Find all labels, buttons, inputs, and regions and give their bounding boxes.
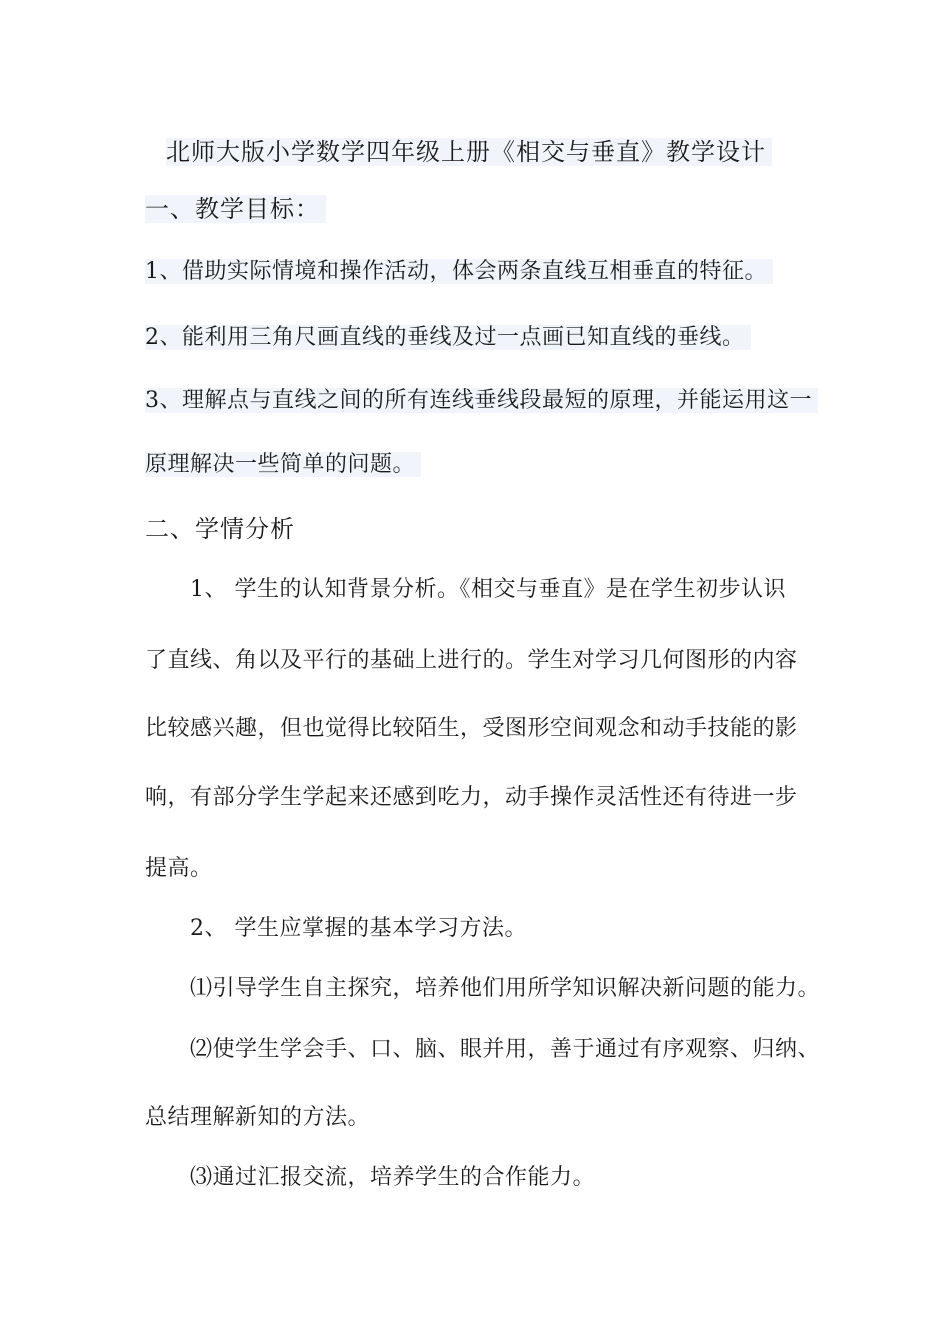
objective-item-3-continued-text: 原理解决一些简单的问题。	[145, 452, 421, 477]
method-item-2	[190, 1034, 820, 1066]
analysis-para1-line-5	[145, 853, 213, 885]
analysis-para1-line-5-text: 提高。	[145, 856, 213, 881]
analysis-para1-line-2	[145, 645, 798, 677]
method-item-1	[190, 973, 820, 1005]
objective-item-2-text: 2、能利用三角尺画直线的垂线及过一点画已知直线的垂线。	[145, 325, 751, 350]
analysis-para1-line-2-text: 了直线、角以及平行的基础上进行的。学生对学习几何图形的内容	[145, 648, 798, 673]
method-item-2-text: ⑵使学生学会手、口、脑、眼并用，善于通过有序观察、归纳、	[190, 1037, 821, 1062]
section-heading-analysis-text: 二、学情分析	[145, 515, 295, 543]
analysis-para1-line-3-text: 比较感兴趣，但也觉得比较陌生，受图形空间观念和动手技能的影	[145, 716, 798, 741]
objective-item-3-continued	[145, 449, 421, 481]
objective-item-3	[145, 385, 818, 417]
analysis-para1-line-1	[190, 574, 786, 606]
method-item-2-continued-text: 总结理解新知的方法。	[145, 1105, 371, 1130]
analysis-para2-heading	[190, 913, 527, 945]
objective-item-1	[145, 256, 773, 288]
document-title-text: 北师大版小学数学四年级上册《相交与垂直》教学设计	[166, 138, 772, 166]
objective-item-1-text: 1、借助实际情境和操作活动，体会两条直线互相垂直的特征。	[145, 259, 773, 284]
analysis-para2-heading-text: 2、 学生应掌握的基本学习方法。	[190, 916, 527, 941]
method-item-3-text: ⑶通过汇报交流，培养学生的合作能力。	[190, 1165, 596, 1190]
objective-item-3-text: 3、理解点与直线之间的所有连线垂线段最短的原理，并能运用这一	[145, 388, 818, 413]
document-title	[166, 136, 772, 168]
section-heading-objectives	[145, 193, 326, 225]
analysis-para1-line-4-text: 响，有部分学生学起来还感到吃力，动手操作灵活性还有待进一步	[145, 785, 798, 810]
method-item-2-continued	[145, 1102, 370, 1134]
analysis-para1-line-3	[145, 713, 798, 745]
method-item-1-text: ⑴引导学生自主探究，培养他们用所学知识解决新问题的能力。	[190, 976, 821, 1001]
analysis-para1-line-4	[145, 782, 798, 814]
section-heading-objectives-text: 一、教学目标：	[145, 195, 326, 223]
method-item-3	[190, 1162, 595, 1194]
objective-item-2	[145, 322, 751, 354]
analysis-para1-line-1-text: 1、 学生的认知背景分析。《相交与垂直》是在学生初步认识	[190, 577, 786, 602]
section-heading-analysis	[145, 513, 295, 545]
